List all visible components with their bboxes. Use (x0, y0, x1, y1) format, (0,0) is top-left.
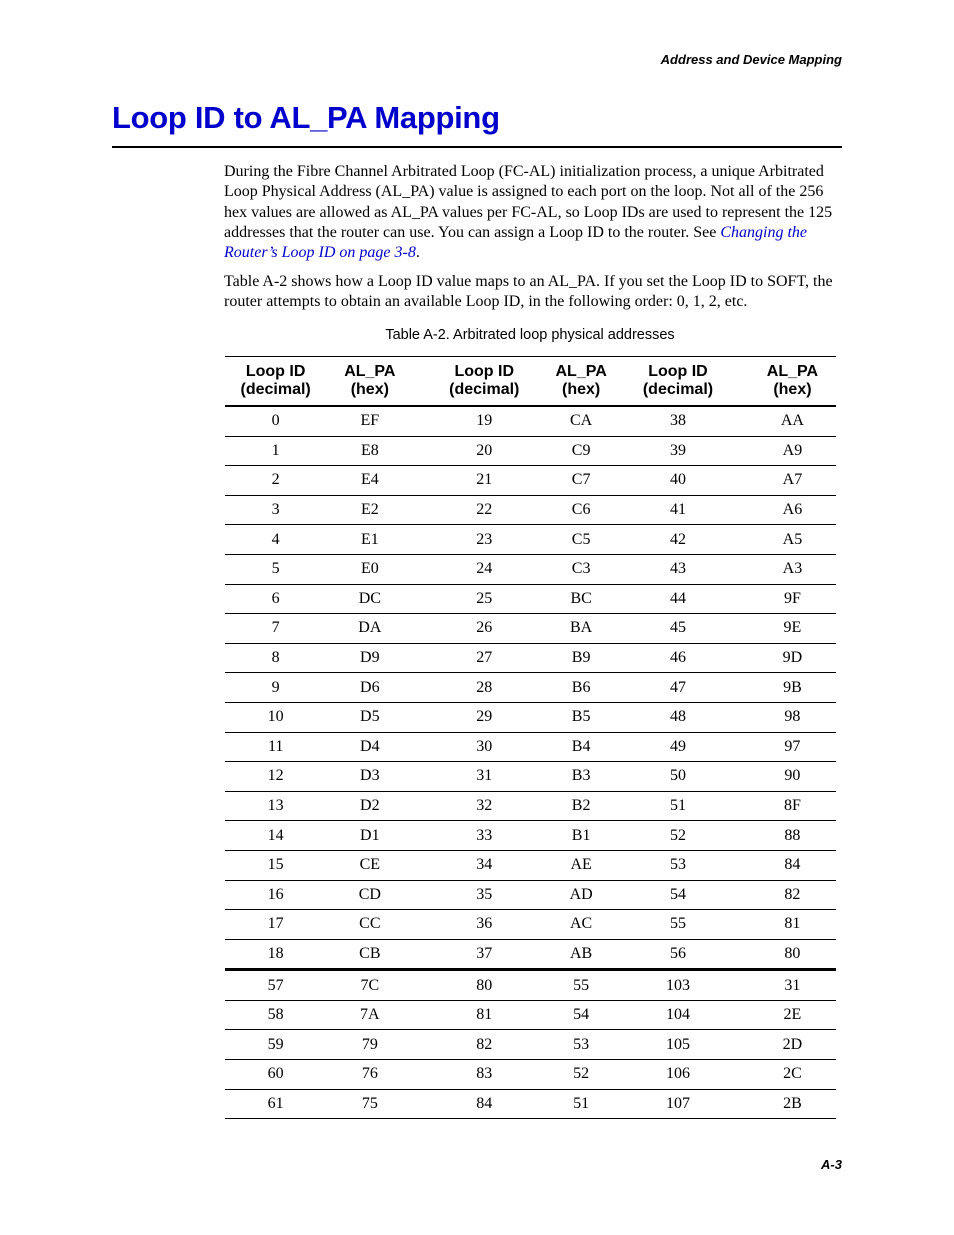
table-row (225, 614, 836, 644)
alpa-cell: A5 (749, 525, 836, 555)
alpa-cell: D5 (326, 702, 413, 732)
title-rule (112, 146, 842, 148)
table-row (225, 880, 836, 910)
table-row (225, 584, 836, 614)
loop-id-cell: 3 (225, 495, 326, 525)
alpa-cell: 97 (749, 732, 836, 762)
loop-id-cell: 60 (225, 1060, 326, 1090)
header-line: (decimal) (642, 381, 714, 398)
intro-end: . (415, 244, 420, 262)
table-row (225, 1030, 836, 1060)
alpa-cell: 9D (749, 643, 836, 673)
running-head: Address and Device Mapping (660, 52, 842, 67)
alpa-cell: CC (326, 910, 413, 940)
loop-id-cell: 15 (225, 850, 326, 880)
loop-id-cell: 18 (225, 939, 326, 970)
alpa-cell: 54 (555, 1000, 607, 1030)
section-title: Loop ID to AL_PA Mapping (112, 100, 500, 135)
loop-id-cell: 104 (607, 1000, 749, 1030)
loop-id-cell: 46 (607, 643, 749, 673)
alpa-cell: DA (326, 614, 413, 644)
loop-id-cell: 57 (225, 970, 326, 1001)
alpa-cell: C5 (555, 525, 607, 555)
loop-id-cell: 44 (607, 584, 749, 614)
alpa-cell: 9F (749, 584, 836, 614)
loop-id-cell: 32 (413, 791, 555, 821)
alpa-cell: 75 (326, 1089, 413, 1119)
alpa-cell: A9 (749, 436, 836, 466)
header-line: Loop ID (454, 363, 515, 380)
table-caption: Table A-2. Arbitrated loop physical addresses (385, 327, 675, 343)
header-line: (decimal) (449, 381, 520, 398)
alpa-cell: AC (555, 910, 607, 940)
header-alpa-2 (555, 357, 607, 407)
table-header-row (225, 357, 836, 407)
alpa-cell: D1 (326, 821, 413, 851)
alpa-cell: 2E (749, 1000, 836, 1030)
loop-id-cell: 55 (607, 910, 749, 940)
alpa-cell: DC (326, 584, 413, 614)
table-row (225, 406, 836, 436)
header-loop-id-1 (225, 357, 326, 407)
loop-id-cell: 53 (607, 850, 749, 880)
loop-id-cell: 103 (607, 970, 749, 1001)
intro-paragraph (224, 162, 844, 263)
loop-id-cell: 52 (607, 821, 749, 851)
alpa-cell: D3 (326, 762, 413, 792)
loop-id-cell: 48 (607, 702, 749, 732)
loop-id-cell: 81 (413, 1000, 555, 1030)
alpa-cell: 90 (749, 762, 836, 792)
alpa-cell: CA (555, 406, 607, 436)
loop-id-cell: 31 (413, 762, 555, 792)
alpa-cell: 55 (555, 970, 607, 1001)
alpa-cell: D6 (326, 673, 413, 703)
loop-id-cell: 105 (607, 1030, 749, 1060)
table-intro-paragraph: Table A-2 shows how a Loop ID value maps to an AL_PA. If you set the Loop ID to SOFT, the router attempts to obtain an available Loop ID, in the following order: 0, 1, 2, etc. (224, 273, 833, 311)
alpa-cell: B6 (555, 673, 607, 703)
alpa-cell: A7 (749, 466, 836, 496)
loop-id-cell: 47 (607, 673, 749, 703)
loop-id-cell: 30 (413, 732, 555, 762)
header-alpa-3 (749, 357, 836, 407)
loop-id-cell: 83 (413, 1060, 555, 1090)
header-line: (hex) (350, 381, 389, 398)
alpa-cell: 8F (749, 791, 836, 821)
loop-id-cell: 42 (607, 525, 749, 555)
loop-id-cell: 54 (607, 880, 749, 910)
table-row (225, 673, 836, 703)
loop-id-cell: 5 (225, 554, 326, 584)
alpa-cell: AE (555, 850, 607, 880)
loop-id-cell: 27 (413, 643, 555, 673)
table-row (225, 939, 836, 970)
cross-reference-link[interactable]: Changing the Router’s Loop ID on page 3-8 (224, 223, 807, 262)
alpa-cell: 51 (555, 1089, 607, 1119)
loop-id-cell: 16 (225, 880, 326, 910)
alpa-cell: B2 (555, 791, 607, 821)
alpa-cell: CE (326, 850, 413, 880)
alpa-cell: A6 (749, 495, 836, 525)
loop-id-cell: 4 (225, 525, 326, 555)
loop-id-cell: 45 (607, 614, 749, 644)
loop-id-cell: 43 (607, 554, 749, 584)
table-row (225, 821, 836, 851)
loop-id-cell: 107 (607, 1089, 749, 1119)
table-row (225, 495, 836, 525)
alpa-cell: E0 (326, 554, 413, 584)
loop-id-cell: 2 (225, 466, 326, 496)
alpa-cell: E4 (326, 466, 413, 496)
loop-id-cell: 106 (607, 1060, 749, 1090)
loop-id-cell: 12 (225, 762, 326, 792)
table-row (225, 910, 836, 940)
alpa-cell: CD (326, 880, 413, 910)
loop-id-cell: 11 (225, 732, 326, 762)
alpa-cell: 2B (749, 1089, 836, 1119)
table-row (225, 643, 836, 673)
alpa-cell: B3 (555, 762, 607, 792)
table-row (225, 525, 836, 555)
loop-id-cell: 1 (225, 436, 326, 466)
alpa-cell: E1 (326, 525, 413, 555)
loop-id-cell: 49 (607, 732, 749, 762)
header-line: Loop ID (648, 363, 708, 380)
alpa-cell: 9B (749, 673, 836, 703)
header-loop-id-3 (607, 357, 749, 407)
table-row (225, 1000, 836, 1030)
alpa-cell: 79 (326, 1030, 413, 1060)
table-row (225, 1060, 836, 1090)
loop-id-alpa-table (225, 356, 836, 1119)
loop-id-cell: 34 (413, 850, 555, 880)
alpa-cell: 53 (555, 1030, 607, 1060)
alpa-cell: 2D (749, 1030, 836, 1060)
header-line: AL_PA (555, 363, 607, 380)
loop-id-cell: 22 (413, 495, 555, 525)
loop-id-cell: 38 (607, 406, 749, 436)
loop-id-cell: 37 (413, 939, 555, 970)
table-row (225, 702, 836, 732)
loop-id-cell: 84 (413, 1089, 555, 1119)
table-row (225, 732, 836, 762)
loop-id-cell: 35 (413, 880, 555, 910)
alpa-cell: B5 (555, 702, 607, 732)
alpa-cell: 81 (749, 910, 836, 940)
header-line: (decimal) (240, 381, 311, 398)
header-line: (hex) (562, 381, 601, 398)
alpa-cell: 9E (749, 614, 836, 644)
alpa-cell: C3 (555, 554, 607, 584)
alpa-cell: 88 (749, 821, 836, 851)
alpa-cell: AB (555, 939, 607, 970)
alpa-cell: B4 (555, 732, 607, 762)
loop-id-cell: 24 (413, 554, 555, 584)
loop-id-cell: 29 (413, 702, 555, 732)
alpa-cell: 7A (326, 1000, 413, 1030)
loop-id-cell: 10 (225, 702, 326, 732)
table-body (225, 406, 836, 1119)
loop-id-cell: 80 (413, 970, 555, 1001)
table-row (225, 554, 836, 584)
loop-id-cell: 26 (413, 614, 555, 644)
alpa-cell: 2C (749, 1060, 836, 1090)
loop-id-cell: 82 (413, 1030, 555, 1060)
header-line: AL_PA (766, 363, 819, 380)
loop-id-cell: 28 (413, 673, 555, 703)
table-row (225, 850, 836, 880)
alpa-cell: C6 (555, 495, 607, 525)
alpa-cell: 76 (326, 1060, 413, 1090)
loop-id-cell: 59 (225, 1030, 326, 1060)
alpa-cell: 31 (749, 970, 836, 1001)
loop-id-cell: 19 (413, 406, 555, 436)
loop-id-cell: 14 (225, 821, 326, 851)
table-row (225, 970, 836, 1001)
table-row (225, 436, 836, 466)
loop-id-cell: 61 (225, 1089, 326, 1119)
page-number: A-3 (821, 1157, 842, 1172)
loop-id-cell: 51 (607, 791, 749, 821)
alpa-cell: D9 (326, 643, 413, 673)
alpa-cell: C9 (555, 436, 607, 466)
header-line: (hex) (773, 381, 812, 398)
alpa-cell: B9 (555, 643, 607, 673)
header-line: AL_PA (344, 363, 396, 380)
header-alpa-1 (326, 357, 413, 407)
loop-id-cell: 20 (413, 436, 555, 466)
table-row (225, 791, 836, 821)
loop-id-cell: 50 (607, 762, 749, 792)
loop-id-cell: 13 (225, 791, 326, 821)
alpa-cell: BA (555, 614, 607, 644)
alpa-cell: AA (749, 406, 836, 436)
loop-id-cell: 56 (607, 939, 749, 970)
loop-id-cell: 7 (225, 614, 326, 644)
table-row (225, 762, 836, 792)
loop-id-cell: 40 (607, 466, 749, 496)
alpa-cell: E8 (326, 436, 413, 466)
alpa-cell: D2 (326, 791, 413, 821)
table-row (225, 466, 836, 496)
alpa-cell: EF (326, 406, 413, 436)
loop-id-cell: 6 (225, 584, 326, 614)
alpa-cell: 7C (326, 970, 413, 1001)
alpa-cell: BC (555, 584, 607, 614)
loop-id-cell: 39 (607, 436, 749, 466)
alpa-cell: AD (555, 880, 607, 910)
loop-id-cell: 58 (225, 1000, 326, 1030)
header-loop-id-2 (413, 357, 555, 407)
loop-id-cell: 36 (413, 910, 555, 940)
loop-id-cell: 17 (225, 910, 326, 940)
header-line: Loop ID (245, 363, 306, 380)
alpa-cell: 98 (749, 702, 836, 732)
loop-id-cell: 8 (225, 643, 326, 673)
alpa-cell: CB (326, 939, 413, 970)
loop-id-cell: 33 (413, 821, 555, 851)
alpa-cell: E2 (326, 495, 413, 525)
alpa-cell: 84 (749, 850, 836, 880)
alpa-cell: D4 (326, 732, 413, 762)
loop-id-cell: 21 (413, 466, 555, 496)
alpa-cell: 52 (555, 1060, 607, 1090)
table-row (225, 1089, 836, 1119)
loop-id-cell: 41 (607, 495, 749, 525)
alpa-cell: 80 (749, 939, 836, 970)
loop-id-cell: 23 (413, 525, 555, 555)
alpa-cell: 82 (749, 880, 836, 910)
intro-text: During the Fibre Channel Arbitrated Loop (FC-AL) initialization process, a unique Arbitrated Loop Physical Address (AL_PA) value is assigned to each port on the loop. Not all of the 256 hex values are allowed as AL_PA values per FC-AL, so Loop IDs are used to represent the 125 addresses that the router can use. You can assign a Loop ID to the router. See (224, 163, 833, 241)
alpa-cell: A3 (749, 554, 836, 584)
alpa-cell: B1 (555, 821, 607, 851)
loop-id-cell: 0 (225, 406, 326, 436)
loop-id-cell: 25 (413, 584, 555, 614)
alpa-cell: C7 (555, 466, 607, 496)
loop-id-cell: 9 (225, 673, 326, 703)
